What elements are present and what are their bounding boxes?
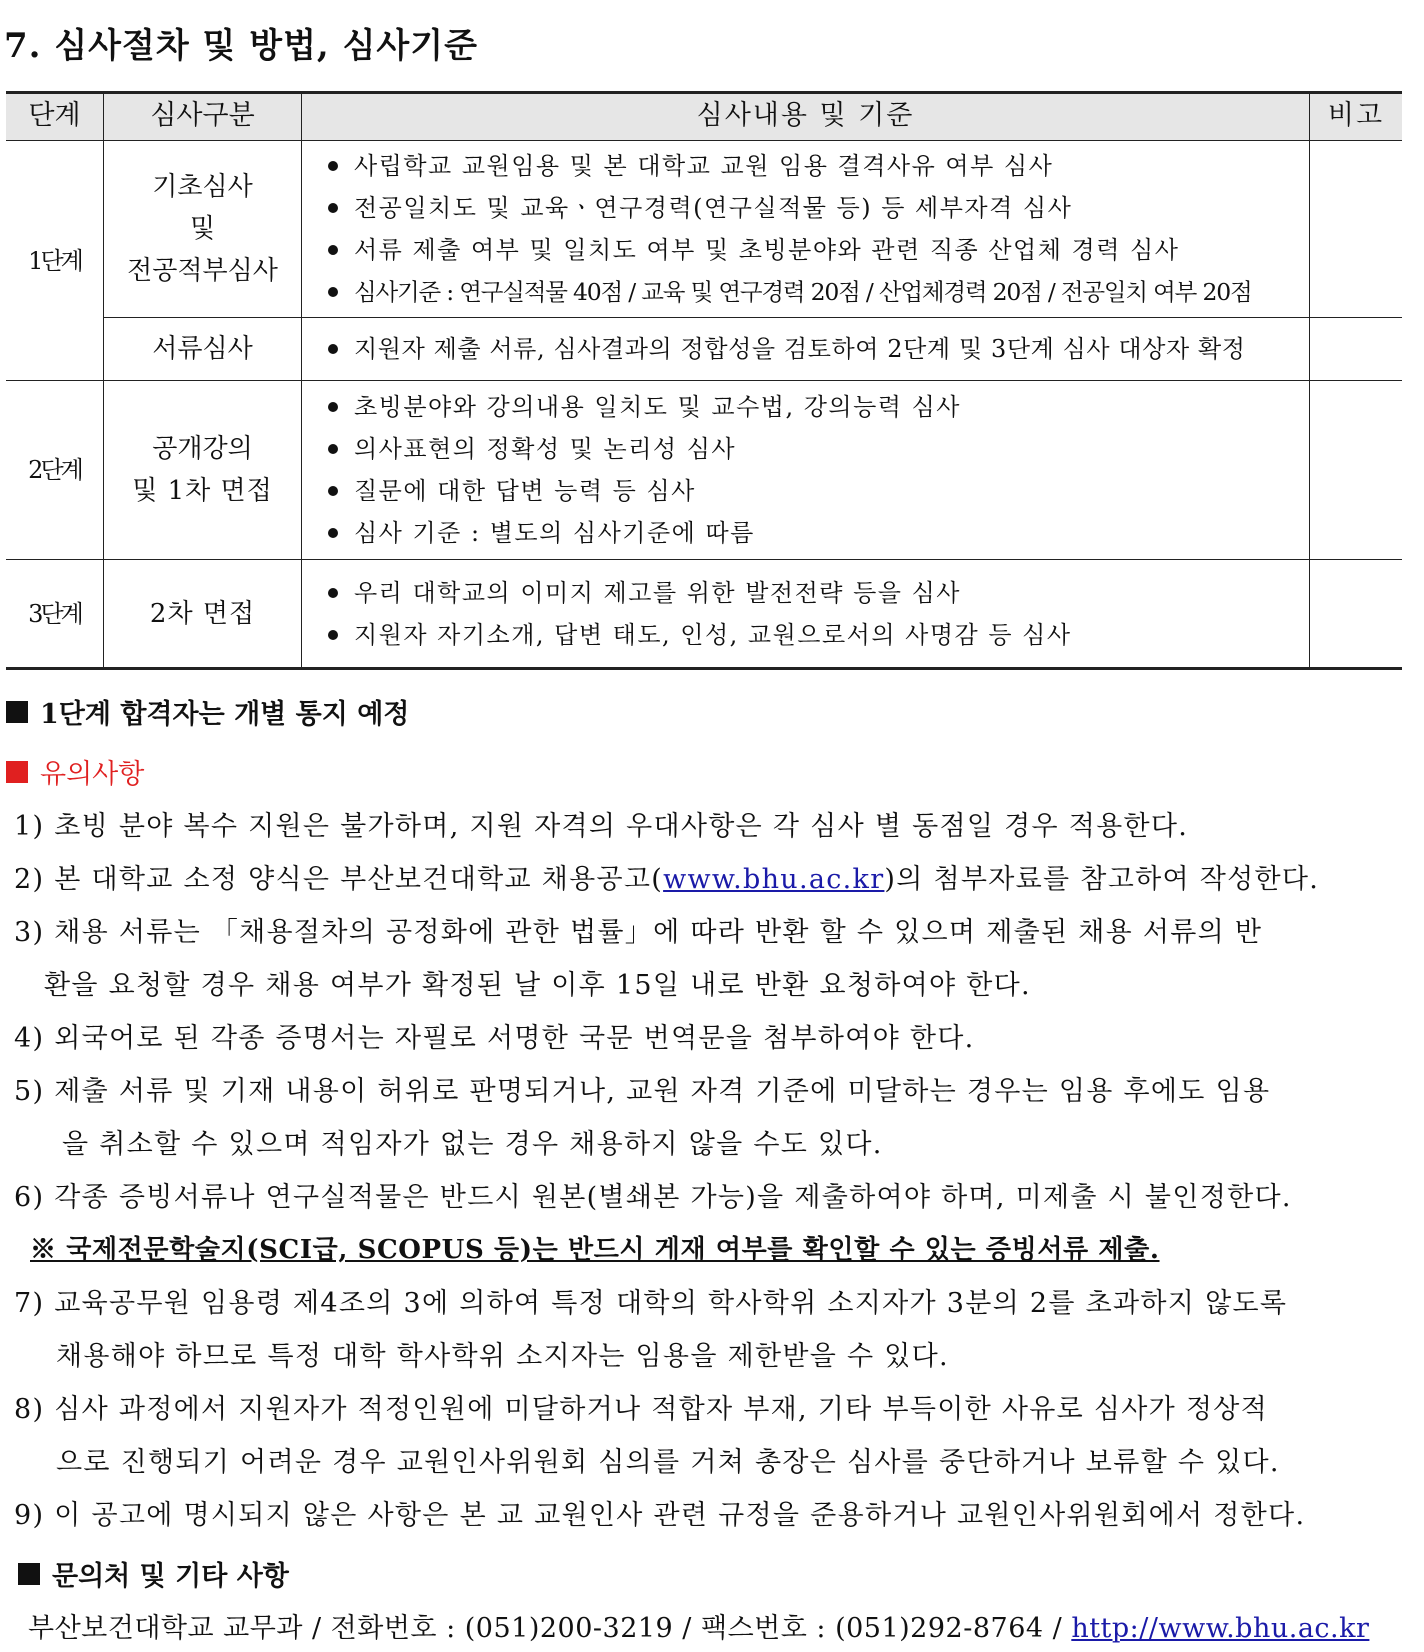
stage-2-category (104, 381, 301, 559)
bullet-icon (328, 528, 338, 538)
bullet-icon (328, 486, 338, 496)
bullet-icon (328, 203, 338, 213)
table-column-rule (301, 92, 302, 668)
list-item: 심사기준 : 연구실적물 40점 / 교육 및 연구경력 20점 / 산업체경력 20점 / 전공일치 여부 20점 (324, 271, 1304, 313)
list-item: 전공일치도 및 교육ㆍ연구경력(연구실적물 등) 등 세부자격 심사 (324, 187, 1304, 229)
category-line: 및 1차 면접 (132, 476, 273, 506)
header-remark: 비고 (1327, 100, 1385, 131)
notice-line: 1단계 합격자는 개별 통지 예정 (6, 692, 409, 731)
caution-item-7: 7) 교육공무원 임용령 제4조의 3에 의하여 특정 대학의 학사학위 소지자가 3분의 2를 초과하지 않도록 채용해야 하므로 특정 대학 학사학위 소지자는 임용을 제한받을 수 있다. (14, 1288, 1288, 1372)
caution-item-2: 2) 본 대학교 소정 양식은 부산보건대학교 채용공고(www.bhu.ac.kr)의 첨부자료를 참고하여 작성한다. (14, 864, 1320, 895)
list-item: 질문에 대한 답변 능력 등 심사 (324, 470, 1304, 512)
header-stage: 단계 (28, 100, 81, 131)
bullet-icon (328, 245, 338, 255)
list-item: 지원자 제출 서류, 심사결과의 정합성을 검토하여 2단계 및 3단계 심사 대상자 확정 (324, 328, 1304, 370)
category-line: 기초심사 (152, 172, 253, 202)
stage-3-label: 3단계 (28, 599, 81, 628)
homepage-link[interactable]: http://www.bhu.ac.kr (1071, 1613, 1370, 1644)
stage-1-category-basic (104, 141, 301, 317)
header-content: 심사내용 및 기준 (696, 100, 915, 131)
caution-item-4: 4) 외국어로 된 각종 증명서는 자필로 서명한 국문 번역문을 첨부하여야 한다. (14, 1023, 975, 1054)
stage-1-basic-items (324, 141, 1304, 317)
stage-3-category (104, 560, 301, 667)
square-bullet-icon (6, 701, 28, 723)
contact-heading: 문의처 및 기타 사항 (18, 1554, 289, 1593)
square-bullet-icon (6, 761, 28, 783)
list-item: 의사표현의 정확성 및 논리성 심사 (324, 428, 1304, 470)
list-item: 서류 제출 여부 및 일치도 여부 및 초빙분야와 관련 직종 산업체 경력 심사 (324, 229, 1304, 271)
category-line: 2차 면접 (149, 598, 256, 629)
caution-list (14, 800, 1414, 1542)
list-item: 초빙분야와 강의내용 일치도 및 교수법, 강의능력 심사 (324, 386, 1304, 428)
caution-item-1: 1) 초빙 분야 복수 지원은 불가하며, 지원 자격의 우대사항은 각 심사 별 동점일 경우 적용한다. (14, 811, 1189, 842)
caution-item-3: 3) 채용 서류는 「채용절차의 공정화에 관한 법률」에 따라 반환 할 수 있으며 제출된 채용 서류의 반 환을 요청할 경우 채용 여부가 확정된 날 이후 15일 내로 반환 요청하여야 한다. (14, 917, 1263, 1001)
stage-1-category-documents (104, 318, 301, 380)
list-item: 사립학교 교원임용 및 본 대학교 교원 임용 결격사유 여부 심사 (324, 145, 1304, 187)
table-bottom-rule (6, 667, 1402, 670)
stage-2-label: 2단계 (28, 456, 81, 484)
stage-1-label: 1단계 (28, 246, 81, 275)
caution-item-8: 8) 심사 과정에서 지원자가 적정인원에 미달하거나 적합자 부재, 기타 부득이한 사유로 심사가 정상적 으로 진행되기 어려운 경우 교원인사위원회 심의를 거쳐 총장은 심사를 중단하거나 보류할 수 있다. (14, 1394, 1280, 1478)
contact-line: 부산보건대학교 교무과 / 전화번호 : (051)200-3219 / 팩스번호 : (051)292-8764 / http://www.bhu.ac.kr (28, 1613, 1370, 1644)
bullet-icon (328, 287, 338, 297)
header-category: 심사구분 (150, 100, 255, 131)
bullet-icon (328, 588, 338, 598)
bullet-icon (328, 444, 338, 454)
caution-heading: 유의사항 (6, 752, 144, 791)
journal-warning: ※ 국제전문학술지(SCI급, SCOPUS 등)는 반드시 게재 여부를 확인할 수 있는 증빙서류 제출. (30, 1235, 1160, 1265)
website-link[interactable]: www.bhu.ac.kr (663, 864, 885, 895)
bullet-icon (328, 161, 338, 171)
screening-table (6, 92, 1402, 670)
list-item: 지원자 자기소개, 답변 태도, 인성, 교원으로서의 사명감 등 심사 (324, 614, 1304, 656)
caution-item-6: 6) 각종 증빙서류나 연구실적물은 반드시 원본(별쇄본 가능)을 제출하여야 하며, 미제출 시 불인정한다. (14, 1182, 1292, 1213)
table-column-rule (1309, 92, 1310, 668)
list-item: 심사 기준 : 별도의 심사기준에 따름 (324, 512, 1304, 554)
bullet-icon (328, 402, 338, 412)
stage-3-items (324, 560, 1304, 667)
caution-item-5: 5) 제출 서류 및 기재 내용이 허위로 판명되거나, 교원 자격 기준에 미달하는 경우는 임용 후에도 임용 을 취소할 수 있으며 적임자가 없는 경우 채용하지 않을 수도 있다. (14, 1076, 1271, 1160)
bullet-icon (328, 630, 338, 640)
stage-2-items (324, 381, 1304, 559)
bullet-icon (328, 344, 338, 354)
section-title: 7. 심사절차 및 방법, 심사기준 (4, 26, 478, 66)
category-line: 및 (189, 214, 216, 244)
category-line: 공개강의 (152, 434, 253, 464)
list-item: 우리 대학교의 이미지 제고를 위한 발전전략 등을 심사 (324, 572, 1304, 614)
category-line: 서류심사 (152, 334, 253, 364)
stage-1-document-items (324, 318, 1304, 380)
square-bullet-icon (18, 1563, 40, 1585)
caution-item-9: 9) 이 공고에 명시되지 않은 사항은 본 교 교원인사 관련 규정을 준용하거나 교원인사위원회에서 정한다. (14, 1500, 1306, 1531)
category-line: 전공적부심사 (127, 256, 278, 286)
